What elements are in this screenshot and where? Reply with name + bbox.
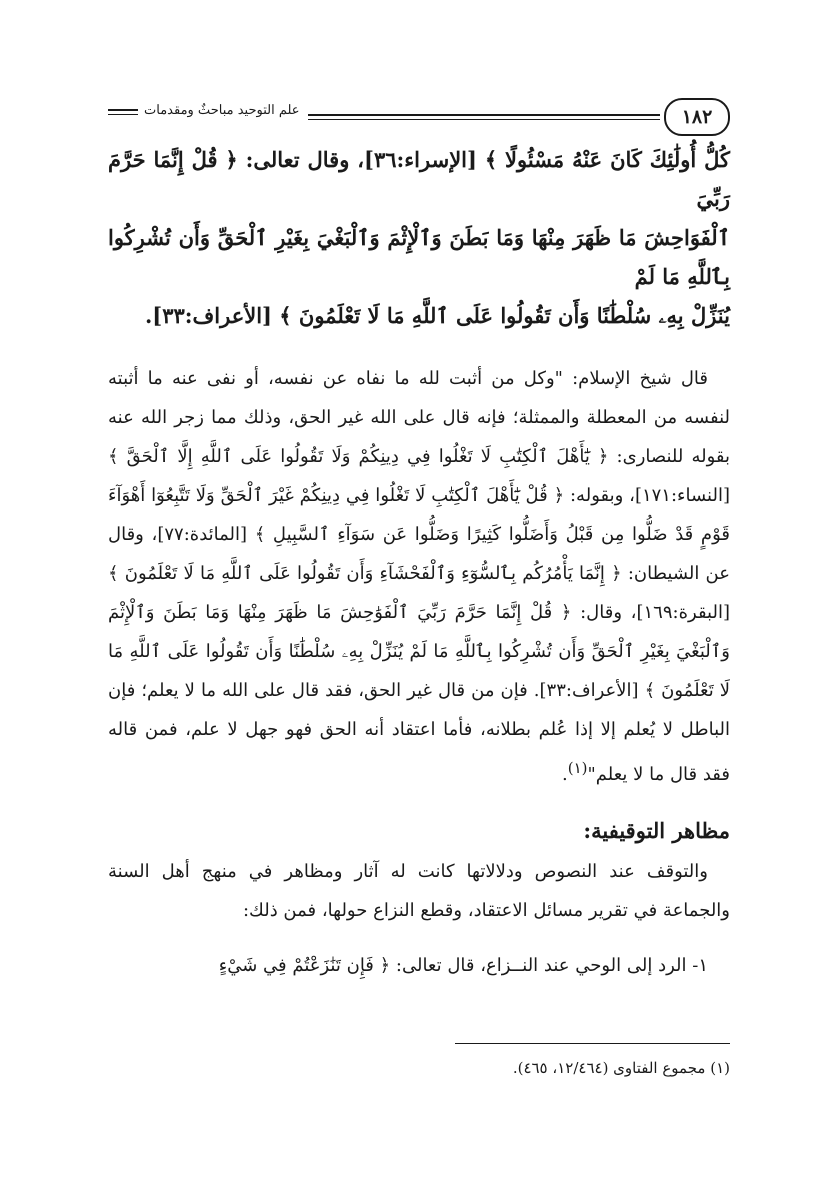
section-title: مظاهر التوقيفية:	[583, 818, 730, 843]
quote-text: قال شيخ الإسلام: "وكل من أثبت لله ما نفاه عن نفسه، أو نفى عنه ما أثبته لنفسه من المعطلة والممثلة؛ فإنه قال على الله غير الحق، وذلك مما زجر الله عنه بقوله للنصارى: ﴿ يَٰٓأَهْلَ ٱلْكِتَٰبِ لَا تَغْلُوا فِي دِينِكُمْ وَلَا تَقُولُوا عَلَى ٱللَّهِ إِلَّا ٱلْحَقَّ ﴾ [النساء:١٧١]، وبقوله: ﴿ قُلْ يَٰٓأَهْلَ ٱلْكِتَٰبِ لَا تَغْلُوا فِي دِينِكُمْ غَيْرَ ٱلْحَقِّ وَلَا تَتَّبِعُوٓا أَهْوَآءَ قَوْمٍ قَدْ ضَلُّوا مِن قَبْلُ وَأَضَلُّوا كَثِيرًا وَضَلُّوا عَن سَوَآءِ ٱلسَّبِيلِ ﴾ [المائدة:٧٧]، وقال عن الشيطان: ﴿ إِنَّمَا يَأْمُرُكُم بِٱلسُّوٓءِ وَٱلْفَحْشَآءِ وَأَن تَقُولُوا عَلَى ٱللَّهِ مَا لَا تَعْلَمُونَ ﴾ [البقرة:١٦٩]، وقال: ﴿ قُلْ إِنَّمَا حَرَّمَ رَبِّيَ ٱلْفَوَٰحِشَ مَا ظَهَرَ مِنْهَا وَمَا بَطَنَ وَٱلْإِثْمَ وَٱلْبَغْيَ بِغَيْرِ ٱلْحَقِّ وَأَن تُشْرِكُوا بِٱللَّهِ مَا لَمْ يُنَزِّلْ بِهِۦ سُلْطَٰنًا وَأَن تَقُولُوا عَلَى ٱللَّهِ مَا لَا تَعْلَمُونَ ﴾ [الأعراف:٣٣]. فإن من قال غير الحق، فقد قال على الله ما لا يعلم؛ فإن الباطل لا يُعلم إلا إذا عُلم بطلانه، فأما اعتقاد أنه الحق فهو جهل لا علم، فمن قاله فقد قال ما لا يعلم"	[108, 368, 730, 785]
header-ornament	[108, 109, 138, 115]
intro-paragraph: والتوقف عند النصوص ودلالاتها كانت له آثار ومظاهر في منهج أهل السنة والجماعة في تقرير مسائل الاعتقاد، وقطع النزاع حولها، فمن ذلك:	[108, 861, 730, 921]
verse-line-1: كُلُّ أُولَٰئِكَ كَانَ عَنْهُ مَسْئُولًا ﴾ [الإسراء:٣٦]، وقال تعالى: ﴿ قُلْ إِنَّمَا حَرَّمَ رَبِّيَ	[108, 147, 730, 211]
quote-end: .	[561, 764, 568, 785]
page-header	[108, 98, 730, 134]
verse-line-3: يُنَزِّلْ بِهِۦ سُلْطَٰنًا وَأَن تَقُولُوا عَلَى ٱللَّهِ مَا لَا تَعْلَمُونَ ﴾ [الأعراف:٣٣].	[144, 303, 730, 328]
footnote: (١) مجموع الفتاوى (١٢/٤٦٤، ٤٦٥).	[512, 1059, 730, 1077]
verse-line-2: ٱلْفَوَاحِشَ مَا ظَهَرَ مِنْهَا وَمَا بَطَنَ وَٱلْإِثْمَ وَٱلْبَغْيَ بِغَيْرِ ٱلْحَقِّ وَأَن تُشْرِكُوا بِٱللَّهِ مَا لَمْ	[108, 225, 730, 289]
header-rule	[308, 114, 660, 120]
page-number: ١٨٢	[664, 98, 730, 136]
footnote-separator	[455, 1043, 730, 1044]
page-body	[108, 140, 730, 985]
quote-paragraph	[108, 359, 730, 794]
running-title: علم التوحيد مباحثٌ ومقدمات	[144, 103, 300, 118]
footnote-ref: (١)	[567, 759, 588, 777]
point-1: ١- الرد إلى الوحي عند النــزاع، قال تعالى: ﴿ فَإِن تَنَٰزَعْتُمْ فِي شَيْءٍ	[218, 955, 708, 976]
